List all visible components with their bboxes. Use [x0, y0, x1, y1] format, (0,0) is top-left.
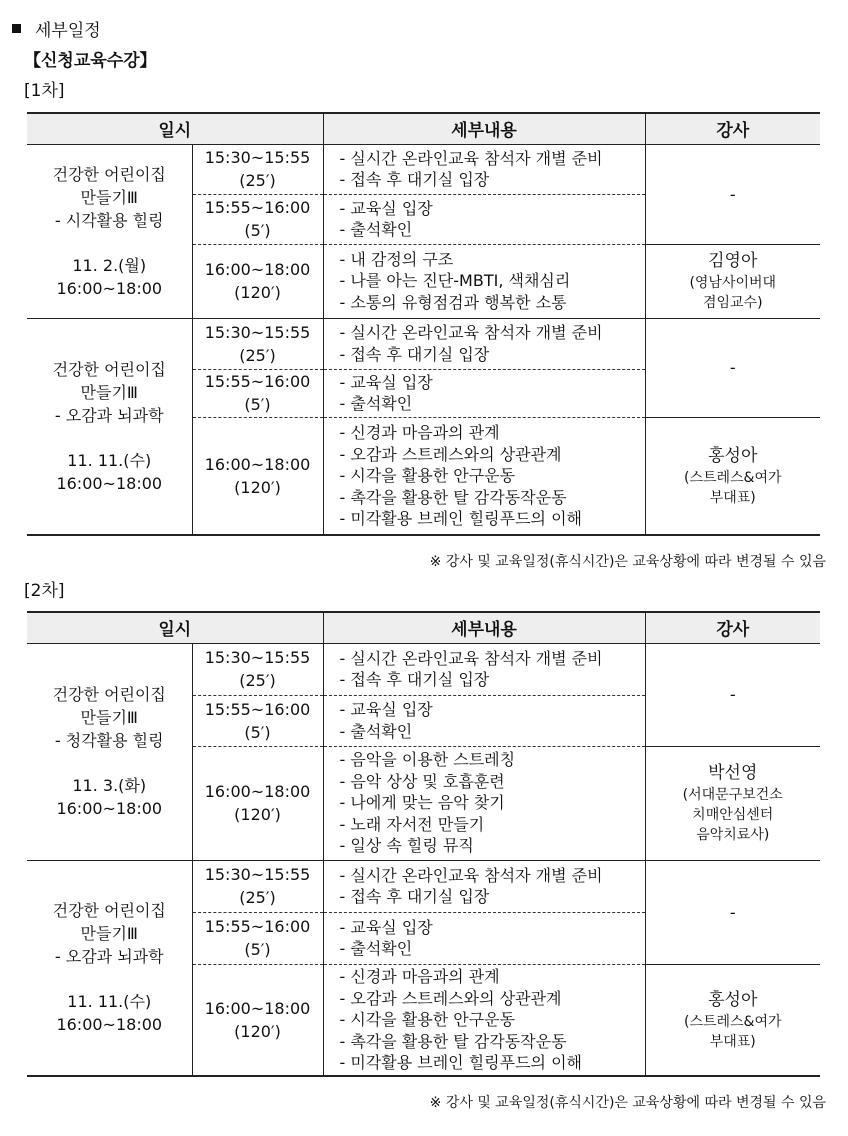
session-day: 11. 11.(수)	[67, 992, 152, 1012]
content-item: - 출석확인	[339, 939, 413, 958]
time-range: 16:00~18:00	[204, 454, 311, 474]
content-item: - 내 감정의 구조	[339, 249, 454, 269]
instructor-affiliation: 부대표)	[709, 489, 756, 506]
content-item: - 미각활용 브레인 힐링푸드의 이해	[339, 509, 583, 528]
time-range: 15:55~16:00	[204, 198, 311, 217]
content-item: - 미각활용 브레인 힐링푸드의 이해	[339, 1053, 583, 1072]
content-item: - 노래 자서전 만들기	[339, 814, 485, 834]
content-cell	[323, 643, 645, 695]
table-row	[27, 643, 820, 695]
duration: (25′)	[239, 888, 276, 907]
content-item: - 출석확인	[339, 220, 413, 239]
instructor-affiliation: 겸임교수)	[702, 295, 763, 311]
time-cell	[192, 746, 323, 860]
content-item: - 교육실 입장	[339, 700, 433, 719]
duration: (120′)	[234, 283, 281, 302]
table-header-row	[27, 113, 820, 144]
time-cell	[192, 912, 323, 964]
time-cell	[192, 144, 323, 194]
duration: (5′)	[244, 395, 271, 414]
section-title: 세부일정	[35, 21, 101, 41]
content-item: - 교육실 입장	[339, 198, 433, 218]
time-range: 15:30~15:55	[204, 865, 311, 884]
content-item: - 음악 상상 및 호흡훈련	[339, 771, 505, 791]
duration: (120′)	[234, 805, 281, 824]
content-item: - 교육실 입장	[339, 372, 433, 392]
session-day: 11. 11.(수)	[67, 450, 152, 470]
content-cell	[323, 194, 645, 244]
content-item: - 시각을 활용한 안구운동	[339, 466, 516, 485]
time-range: 15:30~15:55	[204, 148, 311, 167]
session-title-line: 건강한 어린이집	[52, 359, 166, 379]
header-date: 일시	[27, 113, 323, 144]
instructor-cell	[645, 746, 820, 860]
session-time: 16:00~18:00	[56, 1015, 163, 1035]
section-header	[8, 16, 101, 41]
table-row	[27, 860, 820, 912]
instructor-affiliation: (스트레스&여가	[683, 1013, 782, 1030]
content-cell	[323, 746, 645, 860]
content-cell	[323, 369, 645, 417]
content-item: - 소통의 유형점검과 행복한 소통	[339, 292, 567, 312]
session-title-line: 만들기Ⅲ	[80, 708, 138, 727]
content-item: - 실시간 온라인교육 참석자 개별 준비	[339, 323, 603, 342]
content-item: - 시각을 활용한 안구운동	[339, 1010, 516, 1029]
time-cell	[192, 417, 323, 535]
content-item: - 일상 속 힐링 뮤직	[339, 836, 474, 856]
time-range: 16:00~18:00	[204, 782, 311, 801]
content-item: - 오감과 스트레스와의 상관관계	[339, 988, 562, 1008]
time-cell	[192, 318, 323, 369]
time-cell	[192, 643, 323, 695]
instructor-affiliation: (서대문구보건소	[682, 787, 783, 803]
duration: (5′)	[244, 722, 271, 742]
content-cell	[323, 144, 645, 194]
time-range: 15:55~16:00	[204, 372, 311, 391]
table-row	[27, 144, 820, 194]
content-cell	[323, 244, 645, 318]
content-item: - 접속 후 대기실 입장	[339, 887, 490, 906]
table-header-row	[27, 612, 820, 643]
instructor-affiliation: 부대표)	[709, 1033, 756, 1050]
content-item: - 접속 후 대기실 입장	[339, 170, 490, 189]
time-cell	[192, 695, 323, 746]
content-item: - 접속 후 대기실 입장	[339, 670, 490, 689]
header-instructor: 강사	[645, 113, 820, 144]
content-item: - 신경과 마음과의 관계	[339, 423, 500, 442]
time-range: 16:00~18:00	[204, 998, 311, 1018]
content-item: - 신경과 마음과의 관계	[339, 967, 500, 986]
session-time: 16:00~18:00	[56, 799, 163, 818]
time-cell	[192, 244, 323, 318]
time-cell	[192, 194, 323, 244]
content-item: - 실시간 온라인교육 참석자 개별 준비	[339, 148, 603, 168]
content-cell	[323, 695, 645, 746]
round-1-label: [1차]	[24, 81, 65, 101]
time-range: 15:30~15:55	[204, 648, 311, 667]
instructor-cell-empty: -	[645, 860, 820, 964]
instructor-affiliation: 음악치료사)	[696, 827, 770, 843]
content-cell	[323, 318, 645, 369]
round-2-label: [2차]	[24, 581, 65, 601]
content-item: - 오감과 스트레스와의 상관관계	[339, 444, 562, 464]
content-cell	[323, 417, 645, 535]
content-item: - 교육실 입장	[339, 917, 433, 937]
instructor-cell	[645, 417, 820, 535]
duration: (5′)	[244, 940, 271, 959]
content-cell	[323, 860, 645, 912]
schedule-note: ※ 강사 및 교육일정(휴식시간)은 교육상황에 따라 변경될 수 있음	[429, 554, 826, 570]
instructor-cell-empty: -	[645, 318, 820, 417]
content-item: - 실시간 온라인교육 참석자 개별 준비	[339, 648, 603, 668]
content-item: - 촉각을 활용한 탈 감각동작운동	[339, 487, 567, 507]
schedule-table-round-1	[27, 112, 820, 536]
duration: (5′)	[244, 221, 271, 240]
session-title-line: 만들기Ⅲ	[80, 187, 138, 207]
session-day: 11. 3.(화)	[72, 776, 147, 795]
instructor-cell-empty: -	[645, 144, 820, 244]
content-cell	[323, 912, 645, 964]
header-content: 세부내용	[323, 612, 645, 643]
content-item: - 나를 아는 진단-MBTI, 색채심리	[339, 271, 571, 291]
time-cell	[192, 369, 323, 417]
date-cell	[27, 318, 192, 535]
instructor-affiliation: 치매안심센터	[692, 807, 774, 823]
header-instructor: 강사	[645, 612, 820, 643]
schedule-table-round-2	[27, 611, 820, 1077]
content-item: - 출석확인	[339, 721, 413, 741]
session-title-line: 건강한 어린이집	[52, 685, 166, 704]
instructor-name: 홍성아	[708, 445, 758, 466]
instructor-cell	[645, 244, 820, 318]
session-title-line: 건강한 어린이집	[52, 164, 166, 184]
instructor-name: 김영아	[708, 251, 758, 271]
content-item: - 실시간 온라인교육 참석자 개별 준비	[339, 865, 603, 885]
instructor-name: 박선영	[708, 763, 758, 783]
content-cell	[323, 964, 645, 1076]
date-cell	[27, 643, 192, 860]
time-range: 16:00~18:00	[204, 260, 311, 279]
subtitle: 【신청교육수강】	[24, 51, 157, 71]
session-title-line: 만들기Ⅲ	[80, 382, 138, 402]
duration: (120′)	[234, 1021, 281, 1041]
duration: (25′)	[239, 171, 276, 190]
date-cell	[27, 860, 192, 1076]
time-range: 15:30~15:55	[204, 322, 311, 342]
instructor-cell-empty: -	[645, 643, 820, 746]
content-item: - 음악을 이용한 스트레칭	[339, 750, 516, 770]
content-item: - 접속 후 대기실 입장	[339, 344, 490, 364]
instructor-affiliation: (스트레스&여가	[683, 469, 782, 486]
time-cell	[192, 964, 323, 1076]
session-title-line: - 오감과 뇌과학	[54, 947, 164, 967]
content-item: - 나에게 맞는 음악 찾기	[339, 793, 505, 813]
time-range: 15:55~16:00	[204, 699, 311, 719]
table-row	[27, 318, 820, 369]
content-item: - 촉각을 활용한 탈 감각동작운동	[339, 1031, 567, 1051]
session-title-line: 건강한 어린이집	[52, 901, 166, 921]
square-bullet-icon	[12, 24, 21, 33]
header-date: 일시	[27, 612, 323, 643]
duration: (25′)	[239, 671, 276, 690]
header-content: 세부내용	[323, 113, 645, 144]
session-day: 11. 2.(월)	[72, 255, 147, 275]
session-title-line: 만들기Ⅲ	[80, 924, 138, 944]
duration: (120′)	[234, 477, 281, 497]
session-title-line: - 시각활용 힐링	[54, 210, 164, 230]
duration: (25′)	[239, 345, 276, 365]
time-range: 15:55~16:00	[204, 917, 311, 936]
date-cell	[27, 144, 192, 318]
instructor-affiliation: (영남사이버대	[689, 275, 777, 291]
session-time: 16:00~18:00	[56, 278, 163, 298]
session-title-line: - 오감과 뇌과학	[54, 405, 164, 425]
schedule-note: ※ 강사 및 교육일정(휴식시간)은 교육상황에 따라 변경될 수 있음	[429, 1095, 826, 1111]
session-title-line: - 청각활용 힐링	[54, 731, 164, 750]
content-item: - 출석확인	[339, 394, 413, 413]
time-cell	[192, 860, 323, 912]
session-time: 16:00~18:00	[56, 473, 163, 493]
instructor-cell	[645, 964, 820, 1076]
instructor-name: 홍성아	[708, 989, 758, 1010]
